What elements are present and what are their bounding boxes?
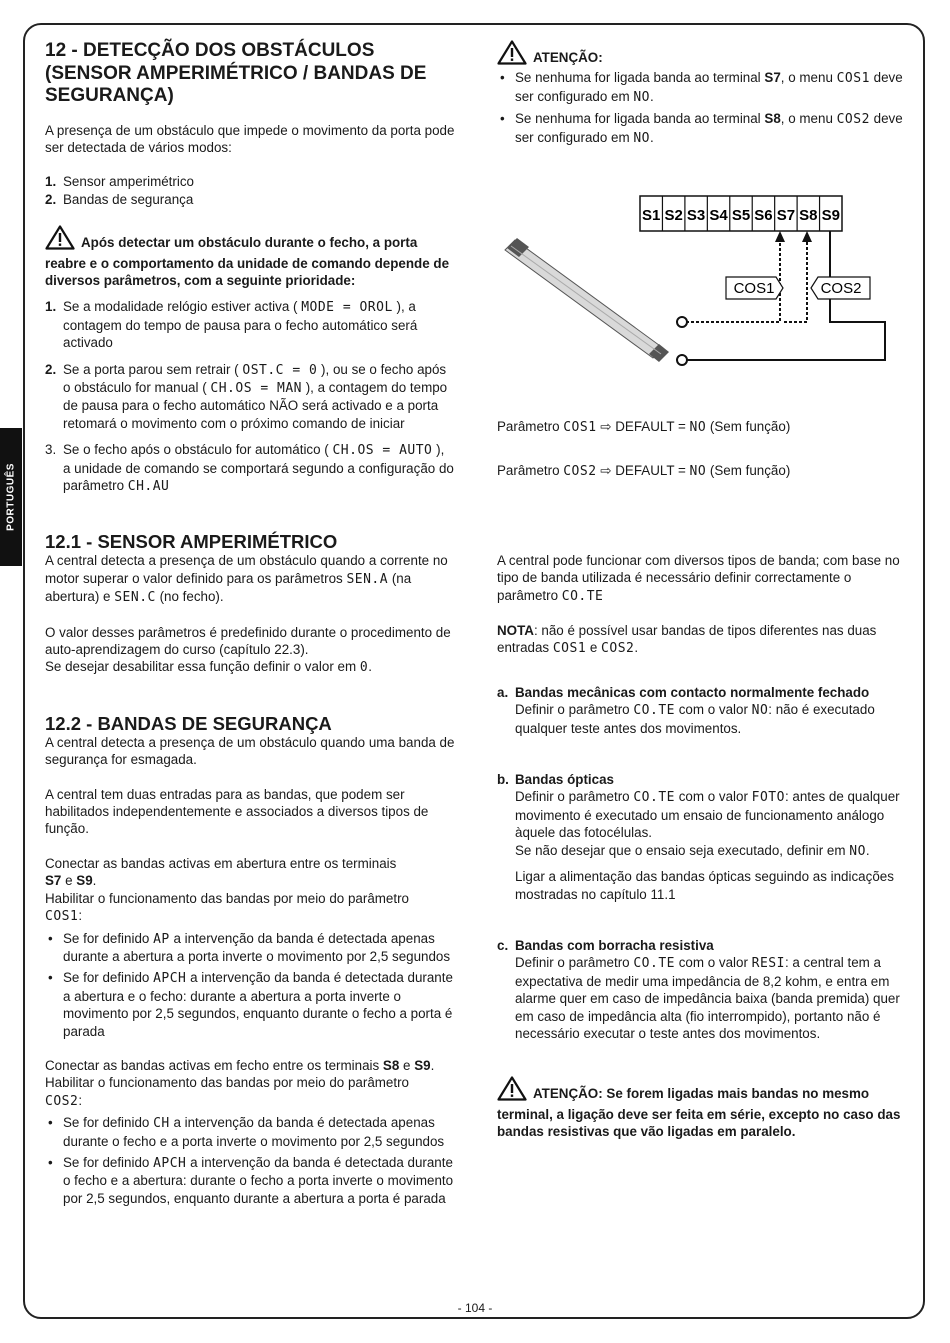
right-column-bottom bbox=[497, 418, 909, 1141]
priority-list bbox=[45, 298, 455, 495]
list-item: • Se nenhuma for ligada banda ao terminal S7, o menu COS1 deve ser configurado em NO. bbox=[497, 69, 909, 106]
page-number: - 104 - bbox=[457, 1301, 493, 1315]
cos2-default-line: Parâmetro COS2 ⇨ DEFAULT = NO (Sem função) bbox=[497, 463, 791, 480]
terminal-label: S3 bbox=[686, 207, 706, 224]
section-12-1-title: 12.1 - SENSOR AMPERIMÉTRICO bbox=[45, 531, 338, 553]
paragraph: A central detecta a presença de um obstáculo quando a corrente no motor superar o valor definido para os parâmetros SEN.A (na abertura) e SEN.C (no fecho). bbox=[45, 553, 448, 606]
cos1-default-line: Parâmetro COS1 ⇨ DEFAULT = NO (Sem função) bbox=[497, 419, 791, 435]
list-item: 2. Bandas de segurança bbox=[45, 191, 194, 207]
attention-heading: ATENÇÃO: bbox=[497, 40, 909, 69]
list-item: 2. Se a porta parou sem retrair ( OST.C = 0 ), ou se o fecho após o obstáculo for manual ( CH.OS = MAN ), a contagem do tempo de pausa para o fecho automático NÃO será activado e a porta retomará o movimento com o próximo comando de iniciar bbox=[45, 361, 448, 431]
paragraph: A central pode funcionar com diversos tipos de banda; com base no tipo de banda utilizada é necessário definir correctamente o parâmetro CO.TE bbox=[497, 552, 900, 604]
terminal-label: S9 bbox=[821, 207, 840, 224]
list-item: • Se for definido AP a intervenção da banda é detectada apenas durante a abertura a porta inverte o movimento por 2,5 segundos bbox=[45, 930, 455, 966]
terminal-label: S8 bbox=[799, 207, 818, 224]
arrow-right-icon: ⇨ bbox=[600, 463, 612, 479]
terminal-label: S2 bbox=[664, 207, 683, 224]
paragraph: A central tem duas entradas para as bandas, que podem ser habilitados independentemente e associados a diversos tipos de função. bbox=[45, 786, 429, 837]
terminal-label: S7 bbox=[776, 207, 796, 224]
list-item: • Se nenhuma for ligada banda ao terminal S8, o menu COS2 deve ser configurado em NO. bbox=[497, 110, 909, 147]
list-item: • Se for definido APCH a intervenção da banda é detectada durante a abertura e o fecho: durante a abertura a porta inverte o movimento por 2,5 segundos, enquanto durante o fecho a porta é parada bbox=[45, 969, 455, 1040]
right-column-top bbox=[497, 40, 909, 147]
attention-list bbox=[497, 69, 909, 147]
intro-paragraph: A presença de um obstáculo que impede o movimento da porta pode ser detectada de vários modos: bbox=[45, 122, 455, 155]
detection-modes-list bbox=[45, 173, 455, 208]
cos1-options-list bbox=[45, 930, 455, 1040]
list-item: 3. Se o fecho após o obstáculo for automático ( CH.OS = AUTO ), a unidade de comando se comportará segundo a configuração do parâmetro CH.AU bbox=[45, 442, 454, 494]
terminal-label: S6 bbox=[754, 207, 773, 224]
section-12-2-title: 12.2 - BANDAS DE SEGURANÇA bbox=[45, 712, 332, 734]
priority-warning: Após detectar um obstáculo durante o fecho, a porta reabre e o comportamento da unidade de comando depende de diversos parâmetros, com a seguinte prioridade: bbox=[45, 225, 455, 289]
cos1-label: COS1 bbox=[733, 280, 775, 297]
terminal-label: S5 bbox=[731, 207, 751, 224]
list-item: 1. Sensor amperimétrico bbox=[45, 174, 194, 190]
edge-type-c: c. Bandas com borracha resistiva Definir o parâmetro CO.TE com o valor RESI: a central tem a expectativa de medir uma impedância de 8,2 kohm, e entra em alarme quer em caso de impedância baixa (banda premida) quer em caso de impedância alta (fio interrompido), portanto não é necessário executar o teste antes dos movimentos. bbox=[497, 937, 900, 1041]
section-12-title: 12 - DETECÇÃO DOS OBSTÁCULOS (SENSOR AMPERIMÉTRICO / BANDAS DE SEGURANÇA) bbox=[45, 40, 427, 106]
paragraph: O valor desses parâmetros é predefinido durante o procedimento de auto-aprendizagem do curso (capítulo 22.3). bbox=[45, 624, 451, 658]
side-tab-label: PORTUGUÊS bbox=[5, 463, 17, 531]
warning-icon bbox=[497, 40, 527, 69]
safety-edge-wiring-diagram bbox=[497, 188, 897, 378]
paragraph: Conectar as bandas activas em fecho entre os terminais S8 e S9. Habilitar o funcionamento das bandas por meio do parâmetro COS2: bbox=[45, 1057, 435, 1109]
paragraph: Conectar as bandas activas em abertura entre os terminais S7 e S9. Habilitar o funcionamento das bandas por meio do parâmetro COS1: bbox=[45, 855, 409, 925]
warning-icon bbox=[497, 1076, 527, 1105]
terminal-label: S4 bbox=[709, 207, 728, 224]
arrow-right-icon: ⇨ bbox=[600, 419, 612, 434]
edge-type-a: a. Bandas mecânicas com contacto normalmente fechado Definir o parâmetro CO.TE com o valor NO: não é executado qualquer teste antes dos movimentos. bbox=[497, 684, 875, 736]
edge-type-b: b. Bandas ópticas Definir o parâmetro CO.TE com o valor FOTO: antes de qualquer movimento é executado um ensaio de funcionamento análogo àquele das fotocélulas. Se não desejar que o ensaio seja executado, definir em NO. Ligar a alimentação das bandas ópticas seguindo as indicações mostradas no capítulo 11.1 bbox=[497, 772, 900, 902]
list-item: • Se for definido APCH a intervenção da banda é detectada durante o fecho e a abertura: durante o fecho a porta inverte o movimento por 2,5 segundos, enquanto durante a abertura a porta é parada bbox=[45, 1154, 455, 1207]
warning-icon bbox=[45, 225, 75, 254]
terminal-label: S1 bbox=[642, 207, 661, 224]
paragraph: A central detecta a presença de um obstáculo quando uma banda de segurança for esmagada. bbox=[45, 734, 455, 768]
list-item: • Se for definido CH a intervenção da banda é detectada apenas durante o fecho e a porta inverte o movimento por 2,5 segundos bbox=[45, 1114, 455, 1150]
note-paragraph: NOTA: não é possível usar bandas de tipos diferentes nas duas entradas COS1 e COS2. bbox=[497, 623, 877, 657]
final-warning: ATENÇÃO: Se forem ligadas mais bandas no mesmo terminal, a ligação deve ser feita em série, excepto no caso das bandas resistivas que vão ligadas em paralelo. bbox=[497, 1076, 909, 1140]
paragraph: Se desejar desabilitar essa função definir o valor em 0. bbox=[45, 659, 372, 676]
safety-edge-icon bbox=[505, 238, 669, 362]
list-item: 1. Se a modalidade relógio estiver activa ( MODE = OROL ), a contagem do tempo de pausa para o fecho automático será activado bbox=[45, 299, 418, 351]
left-column bbox=[45, 40, 455, 1207]
cos2-options-list bbox=[45, 1114, 455, 1207]
language-side-tab bbox=[0, 428, 22, 566]
cos2-label: COS2 bbox=[820, 280, 862, 297]
